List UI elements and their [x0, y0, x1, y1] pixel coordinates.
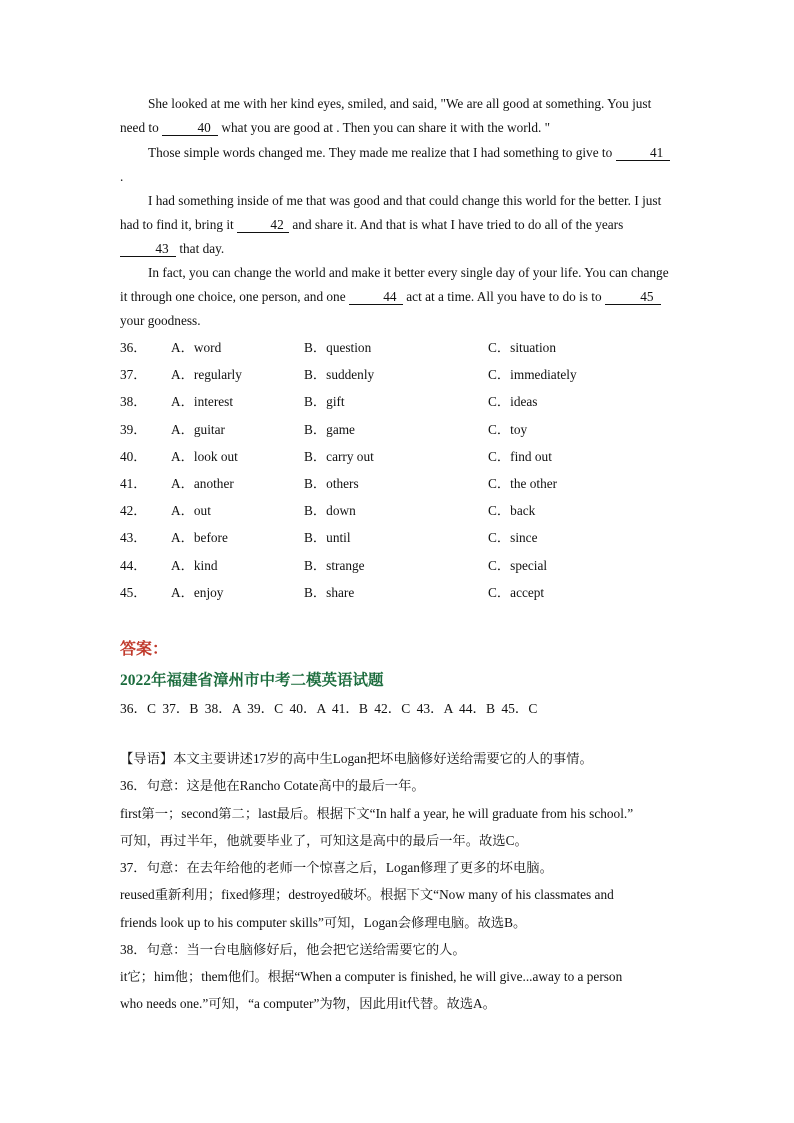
- question-number: 39．: [120, 421, 147, 437]
- question-number: 44．: [120, 557, 147, 573]
- option-a: A．enjoy: [171, 584, 224, 600]
- explanation-line: reused重新利用；fixed修理；destroyed破坏。根据下文“Now many of his classmates and: [120, 887, 614, 902]
- question-row: [120, 363, 680, 390]
- question-row: [120, 418, 680, 445]
- question-number: 40．: [120, 448, 147, 464]
- option-b: B．suddenly: [304, 367, 375, 383]
- option-b: B．down: [304, 503, 356, 519]
- question-options: [120, 336, 680, 608]
- explanation-line: 【导语】本文主要讲述17岁的高中生Logan把坏电脑修好送给需要它的人的事情。: [120, 751, 593, 766]
- question-row: [120, 526, 680, 553]
- question-number: 43．: [120, 530, 147, 546]
- explanation-line: friends look up to his computer skills”可知，Logan会修理电脑。故选B。: [120, 915, 527, 930]
- option-b: B．gift: [304, 394, 345, 410]
- option-a: A．out: [171, 503, 211, 519]
- option-b: B．share: [304, 584, 355, 600]
- passage-text: what you are good at . Then you can share it with the world. ": [218, 120, 551, 136]
- option-a: A．regularly: [171, 367, 242, 383]
- option-c: C．back: [488, 503, 536, 519]
- explanation-line: 37．句意：在去年给他的老师一个惊喜之后，Logan修理了更多的坏电脑。: [120, 860, 553, 875]
- passage-paragraph-2: [120, 141, 672, 189]
- answer-key: 36．C 37．B 38．A 39．C 40．A 41．B 42．C 43．A 44．B 45．C: [120, 701, 538, 716]
- question-row: [120, 499, 680, 526]
- question-number: 38．: [120, 394, 147, 410]
- option-a: A．before: [171, 530, 228, 546]
- explanation-line: 36．句意：这是他在Rancho Cotate高中的最后一年。: [120, 778, 425, 793]
- option-b: B．question: [304, 340, 372, 355]
- question-number: 42．: [120, 503, 147, 519]
- option-a: A．kind: [171, 557, 218, 573]
- option-c: C．toy: [488, 421, 528, 437]
- blank-41: 41: [616, 145, 670, 161]
- option-c: C．accept: [488, 584, 545, 600]
- question-number: 36．: [120, 340, 147, 355]
- passage-text: I had something inside of me that was good and that could change this world for the better. I just had to find it, bring it: [120, 193, 662, 233]
- explanation-line: 38．句意：当一台电脑修好后，他会把它送给需要它的人。: [120, 942, 466, 957]
- option-c: C．situation: [488, 340, 556, 355]
- passage-text: act at a time. All you have to do is to: [402, 289, 605, 305]
- passage-paragraph-1: [120, 92, 672, 140]
- passage-text: that day.: [176, 241, 225, 257]
- option-c: C．the other: [488, 475, 558, 491]
- passage-text: Those simple words changed me. They made me realize that I had something to give to: [148, 145, 616, 160]
- blank-42: 42: [237, 217, 289, 233]
- explanation-line: who needs one.”可知，“a computer”为物，因此用it代替。故选A。: [120, 996, 496, 1011]
- blank-43: 43: [120, 241, 176, 257]
- passage-text: She looked at me with her kind eyes, smiled, and said, "We are all good at something. You just need to: [120, 96, 652, 136]
- option-b: B．carry out: [304, 448, 374, 464]
- option-b: B．others: [304, 475, 359, 491]
- blank-44: 44: [349, 289, 403, 305]
- explanation-line: 可知，再过半年，他就要毕业了，可知这是高中的最后一年。故选C。: [120, 833, 528, 848]
- question-number: 37．: [120, 367, 147, 383]
- option-b: B．strange: [304, 557, 365, 573]
- passage-paragraph-3: [120, 189, 672, 262]
- passage-paragraph-4: [120, 261, 672, 334]
- question-number: 45．: [120, 584, 147, 600]
- option-c: C．immediately: [488, 367, 577, 383]
- explanation-line: it它；him他；them他们。根据“When a computer is finished, he will give...away to a person: [120, 969, 623, 984]
- question-row: [120, 581, 680, 608]
- option-c: C．special: [488, 557, 548, 573]
- option-c: C．find out: [488, 448, 552, 464]
- option-a: A．interest: [171, 394, 234, 410]
- passage-text: In fact, you can change the world and make it better every single day of your life. You can change it through one choice, one person, and one: [120, 265, 669, 305]
- passage-text: .: [120, 169, 124, 185]
- question-row: [120, 554, 680, 581]
- question-row: [120, 390, 680, 417]
- option-c: C．since: [488, 530, 538, 546]
- option-c: C．ideas: [488, 394, 538, 410]
- question-row: [120, 445, 680, 472]
- exam-title: 2022年福建省漳州市中考二模英语试题: [120, 672, 384, 689]
- option-b: B．game: [304, 421, 355, 437]
- passage-text: and share it. And that is what I have tried to do all of the years: [289, 217, 624, 233]
- answer-label: 答案：: [120, 641, 169, 658]
- question-row: [120, 336, 680, 363]
- blank-45: 45: [605, 289, 661, 305]
- question-row: [120, 472, 680, 499]
- option-a: A．word: [171, 340, 222, 355]
- question-number: 41．: [120, 475, 147, 491]
- option-a: A．another: [171, 475, 234, 491]
- blank-40: 40: [162, 120, 218, 136]
- option-b: B．until: [304, 530, 351, 546]
- passage-text: your goodness.: [120, 313, 201, 329]
- explanation-line: first第一；second第二；last最后。根据下文“In half a year, he will graduate from his school.”: [120, 806, 634, 821]
- option-a: A．guitar: [171, 421, 225, 437]
- option-a: A．look out: [171, 448, 238, 464]
